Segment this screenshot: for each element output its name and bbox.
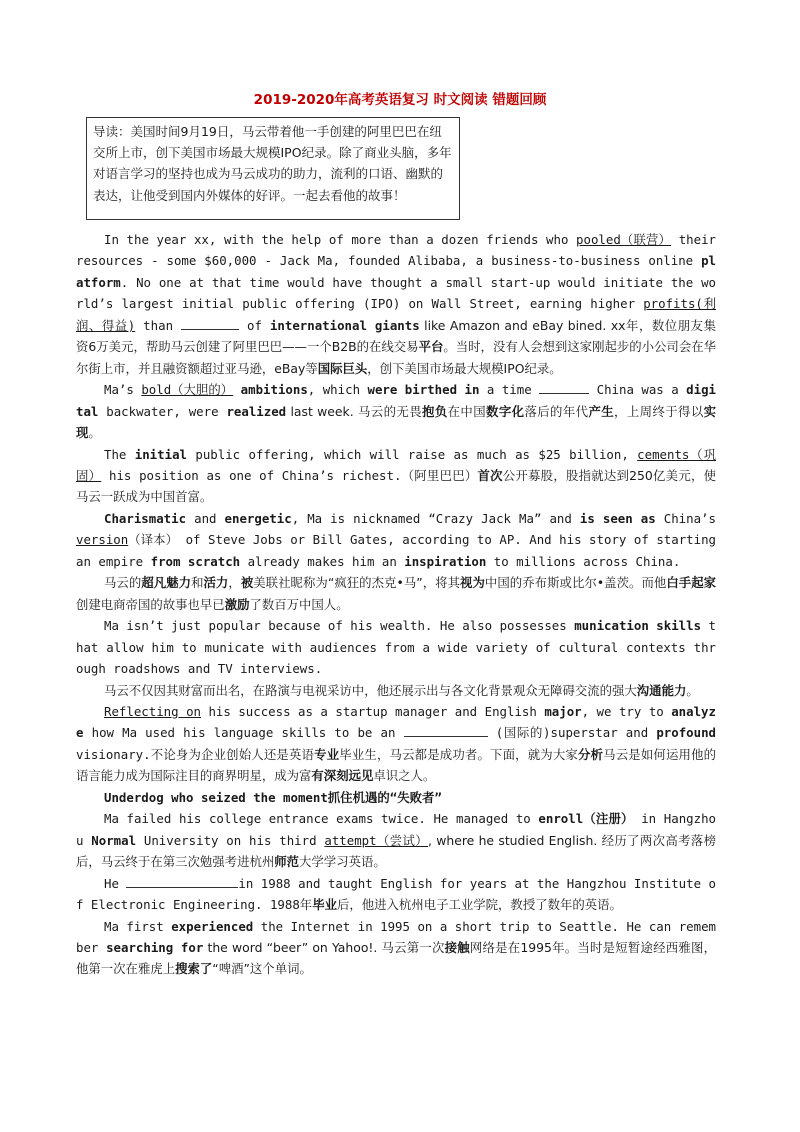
- text-run: , we try to: [581, 703, 672, 719]
- vocab-munication-skills: munication skills: [574, 618, 702, 634]
- text-run: in 1988 and taught English for years at the Hangzhou Institute of Electronic Engineering. 1988年: [76, 875, 716, 913]
- text-run: 在中国: [447, 403, 487, 419]
- intro-box: 导读：美国时间9月19日，马云带着他一手创建的阿里巴巴在纽交所上市，创下美国市场最大规模IPO纪录。除了商业头脑，多年对语言学习的坚持也成为马云成功的助力，流利的口语、幽默的表达，让他受到国内外媒体的好评。一起去看他的故事！: [86, 117, 460, 220]
- text-run: in Hangzhou: [76, 811, 716, 848]
- text-run: 落后的年代: [524, 403, 589, 419]
- paragraph-6: [76, 701, 716, 787]
- paragraph-5-cn: [76, 680, 716, 701]
- text-run: already makes him an: [240, 553, 405, 569]
- text-run: 。当时，没有人会想到这家刚起步的小公司会在华尔街上市，并且融资额超过亚马逊，eBay等: [76, 339, 717, 376]
- text-run: 中国的乔布斯或比尔•盖茨。而他: [484, 575, 667, 591]
- vocab-fenxi: 分析: [578, 746, 604, 762]
- vocab-chansheng: 产生: [588, 403, 615, 419]
- vocab-searching-for: searching for: [106, 939, 204, 955]
- text-run: 创建电商帝国的故事也早已: [76, 596, 225, 612]
- text-run: , where he studied English. 经历了两次高考落榜后，马云终于在第三次勉强考进杭州: [76, 832, 717, 870]
- text-run: , which: [307, 382, 368, 398]
- vocab-pingtai: 平台: [418, 339, 444, 355]
- vocab-goutong: 沟通能力: [636, 682, 687, 698]
- fill-blank: [181, 317, 239, 330]
- vocab-baofu: 抱负: [422, 403, 448, 419]
- vocab-international-giants: international giants: [269, 317, 420, 333]
- vocab-shenke: 有深刻远见: [311, 768, 374, 784]
- vocab-initial: initial: [134, 446, 187, 462]
- vocab-meili: 超凡魅力: [141, 575, 192, 591]
- vocab-shiwei: 视为: [460, 575, 485, 591]
- vocab-charismatic: Charismatic: [104, 510, 187, 526]
- paragraph-7: [76, 808, 716, 872]
- vocab-shuzihua: 数字化: [486, 403, 525, 419]
- text-run: and: [186, 510, 225, 526]
- vocab-analyze: analyze: [76, 703, 716, 741]
- vocab-profound: profound: [656, 725, 717, 741]
- vocab-baishou: 白手起家: [666, 575, 717, 591]
- section-heading: Underdog who seized the moment抓住机遇的“失败者”: [104, 789, 442, 805]
- paragraph-4-cn: 马云的超凡魅力和活力，被美联社昵称为“疯狂的杰克•马”，将其视为中国的乔布斯或比尔•盖茨。而他白手起家创建电商帝国的故事也早已激励了数百万中国人。: [76, 575, 717, 612]
- vocab-seen-as: is seen as: [579, 510, 656, 526]
- text-run: 了数百万中国人。: [249, 596, 349, 612]
- paragraph-1: [76, 229, 716, 379]
- vocab-digital: digital: [76, 382, 716, 419]
- text-run: The: [104, 446, 135, 462]
- text-run: 大学学习英语。: [299, 854, 386, 870]
- text-run: a time: [479, 382, 540, 398]
- text-run: his position as one of China’s richest.（阿里巴巴）: [101, 467, 478, 483]
- text-run: Ma isn’t just popular because of his wealth. He also possesses: [104, 618, 575, 634]
- paragraph-2: [76, 379, 716, 443]
- text-run: 公开募股，股指就达到250亿美元，使马云一跃成为中国首富。: [76, 467, 716, 505]
- text-run: （译本） of Steve Jobs or Bill Gates, according to AP. And his story of starting an empire: [76, 532, 716, 569]
- vocab-platform: platform: [76, 253, 716, 290]
- vocab-bei: 被: [240, 575, 254, 591]
- vocab-shifan: 师范: [274, 854, 300, 870]
- text-run: . No one at that time would have thought a small start-up would initiate the world’s largest initial public offering (IPO) on Wall Street, earning higher: [76, 274, 716, 312]
- paragraph-8: [76, 873, 716, 916]
- vocab-realized: realized: [226, 403, 287, 419]
- vocab-shouci: 首次: [477, 467, 503, 483]
- text-run: 卓识之人。: [373, 768, 436, 784]
- vocab-experienced: experienced: [171, 918, 254, 934]
- text-run: , Ma is nicknamed “Crazy Jack Ma” and: [291, 510, 580, 526]
- text-run: than: [135, 317, 182, 333]
- text-run: 和: [191, 575, 204, 591]
- text-run: 毕业生，马云都是成功者。下面，就为大家: [339, 746, 578, 762]
- vocab-profits: profits(利润、得益): [76, 296, 716, 333]
- text-run: 不论身为企业创始人还是英语: [150, 746, 315, 762]
- text-run: of: [239, 317, 270, 333]
- text-run: 美联社昵称为“疯狂的杰克•马”，将其: [253, 575, 461, 591]
- text-run: Ma first: [104, 918, 172, 934]
- text-run: Ma failed his college entrance exams twice. He managed to: [104, 811, 539, 827]
- vocab-jili: 激励: [224, 596, 250, 612]
- paragraph-3: [76, 444, 716, 508]
- fill-blank: [404, 724, 488, 737]
- text-run: China’s: [655, 510, 716, 526]
- fill-blank: [126, 875, 238, 888]
- text-run: 马云的: [104, 575, 142, 591]
- vocab-cements: cements（巩固）: [76, 446, 716, 483]
- text-run: 马云是如何运用他的语言能力成为国际注目的商界明星，成为富: [76, 746, 717, 784]
- vocab-pooled: pooled（联营）: [576, 232, 672, 247]
- fill-blank: [539, 381, 589, 394]
- paragraph-9: [76, 916, 716, 980]
- text-run: last week. 马云的无畏: [286, 403, 423, 419]
- vocab-major: major: [544, 703, 582, 719]
- vocab-ambitions: ambitions: [240, 382, 308, 398]
- vocab-normal: Normal: [91, 832, 137, 848]
- vocab-attempt: attempt（尝试）: [324, 832, 428, 848]
- text-run: ，上周终于得以: [614, 403, 704, 419]
- text-run: Ma’s: [104, 382, 142, 398]
- vocab-biye: 毕业: [312, 897, 337, 913]
- text-run: like Amazon and eBay bined. xx年，数位朋友集资6万美元，帮助马云创建了阿里巴巴——一个B2B的在线交易: [76, 317, 716, 355]
- text-run: “啤酒”这个单词。: [212, 961, 312, 977]
- vocab-sousuo: 搜索了: [175, 961, 213, 977]
- vocab-energetic: energetic: [224, 510, 292, 526]
- text-run: his success as a startup manager and English: [201, 703, 545, 719]
- text-run: their resources - some $60,000 - Jack Ma, founded Alibaba, a business-to-business online: [76, 232, 716, 269]
- vocab-enroll: enroll（注册）: [538, 811, 634, 827]
- vocab-version: version: [76, 532, 129, 548]
- vocab-shixian: 实现: [76, 403, 717, 441]
- text-run: visionary.: [76, 746, 151, 762]
- vocab-zhuanye: 专业: [314, 746, 340, 762]
- document-title: 2019-2020年高考英语复习 时文阅读 错题回顾: [253, 92, 547, 108]
- text-run: backwater, were: [98, 403, 227, 419]
- text-run: to millions across China.: [486, 553, 681, 569]
- text-run: that allow him to municate with audiences from a wide variety of cultural contexts through roadshows and TV interviews.: [76, 618, 717, 677]
- vocab-guoji: 国际巨头: [317, 360, 368, 376]
- text-run: how Ma used his language skills to be an: [83, 725, 404, 741]
- vocab-bold: bold（大胆的）: [141, 382, 234, 398]
- text-run: University on his third: [136, 832, 325, 848]
- vocab-inspiration: inspiration: [404, 553, 487, 569]
- vocab-from-scratch: from scratch: [150, 553, 241, 569]
- text-run: ，创下美国市场最大规模IPO纪录。: [367, 360, 562, 376]
- text-run: public offering, which will raise as much as $25 billion,: [186, 446, 638, 462]
- text-run: the word “beer” on Yahoo!. 马云第一次: [203, 939, 445, 955]
- text-run: He: [104, 875, 127, 891]
- text-run: the Internet in 1995 on a short trip to Seattle. He can remember: [76, 918, 717, 955]
- text-run: 后，他进入杭州电子工业学院，教授了数年的英语。: [336, 897, 622, 913]
- vocab-jiechu: 接触: [444, 939, 470, 955]
- paragraph-5: [76, 615, 716, 679]
- text-run: China was a: [589, 382, 687, 398]
- text-run: 。: [686, 682, 699, 698]
- vocab-huoli: 活力: [203, 575, 229, 591]
- text-run: 。: [88, 425, 101, 441]
- text-run: 马云不仅因其财富而出名，在路演与电视采访中，他还展示出与各文化背景观众无障碍交流的强大: [104, 682, 637, 698]
- paragraph-4: [76, 508, 716, 572]
- vocab-birthed: were birthed in: [367, 382, 480, 398]
- article-body: [76, 229, 716, 980]
- text-run: (国际的)superstar and: [487, 725, 657, 741]
- text-run: 网络是在1995年。当时是短暂途经西雅图，他第一次在雅虎上: [76, 939, 716, 977]
- text-run: In the year xx, with the help of more than a dozen friends who: [104, 232, 577, 247]
- vocab-reflecting-on: Reflecting on: [104, 703, 201, 719]
